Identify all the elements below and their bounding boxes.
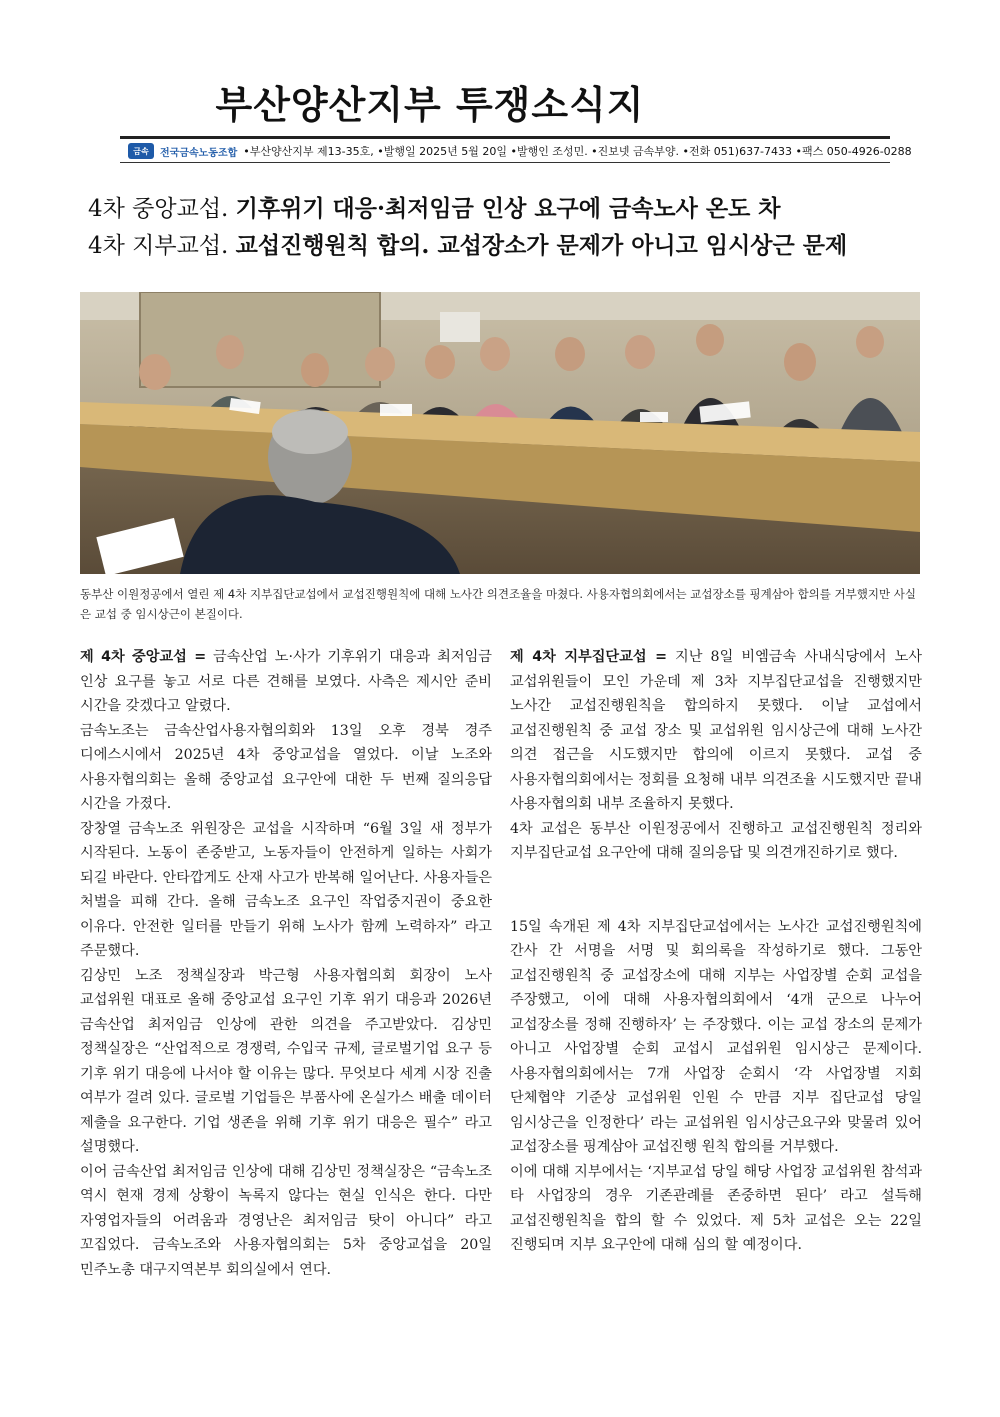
headline-branch-bargaining — [88, 227, 847, 260]
headline-prefix: 4차 중앙교섭. — [88, 196, 236, 222]
article-paragraph: 4차 교섭은 동부산 이원정공에서 진행하고 교섭진행원칙 정리와 지부집단교섭 요구안에 대해 질의응답 및 의견개진하기로 했다. — [510, 820, 922, 861]
paragraph-gap — [510, 866, 922, 915]
masthead-rule-top — [120, 136, 890, 139]
article-central-bargaining — [80, 645, 492, 1282]
org-name: 전국금속노동조합 — [160, 147, 238, 159]
headline-text: 교섭진행원칙 합의. 교섭장소가 문제가 아니고 임시상근 문제 — [235, 232, 848, 259]
photo-caption: 동부산 이원정공에서 열린 제 4차 지부집단교섭에서 교섭진행원칙에 대해 노사간 의견조율을 마쳤다. 사용자협의회에서는 교섭장소를 핑계삼아 합의를 거부했지만 사실은 교섭 중 임시상근이 본질이다. — [80, 587, 916, 621]
publication-info: •부산양산지부 제13-35호, •발행일 2025년 5월 20일 •발행인 조성민. •진보넷 금속부양. •전화 051)637-7433 •팩스 050-4926-0288 — [243, 145, 912, 158]
article-text: 지난 8일 비엠금속 사내식당에서 노사 교섭위원들이 모인 가운데 제 3차 지부집단교섭을 진행했지만 노사간 교섭진행원칙을 합의하지 못했다. 이날 교섭에서 교섭진행원칙 중 교섭 장소 및 교섭위원 임시상근에 대해 노사간 의견 접근을 시도했지만 합의에 이르지 못했다. 교섭 중 사용자협의회에서는 정회를 요청해 내부 의견조율 시도했지만 끝내 사용자협의회 내부 조율하지 못했다. — [510, 649, 922, 812]
masthead — [128, 141, 912, 161]
article-paragraph: 김상민 노조 정책실장과 박근형 사용자협의회 회장이 노사 교섭위원 대표로 올해 중앙교섭 요구인 기후 위기 대응과 2026년 금속산업 최저임금 인상에 관한 의견을 주고받았다. 김상민 정책실장은 “산업적으로 경쟁력, 수입국 규제, 글로벌기업 요구 등 기후 위기 대응에 나서야 할 이유는 많다. 무엇보다 세계 시장 진출 여부가 걸려 있다. 글로벌 기업들은 부품사에 온실가스 배출 데이터 제출을 요구한다. 기업 생존을 위해 기후 위기 대응은 필수” 라고 설명했다. — [80, 967, 492, 1155]
meeting-photo — [80, 292, 920, 574]
article-lead: 제 4차 중앙교섭 = — [80, 649, 207, 665]
article-paragraph: 이에 대해 지부에서는 ‘지부교섭 당일 해당 사업장 교섭위원 참석과 타 사업장의 경우 기존관례를 존중하면 된다’ 라고 설득해 교섭진행원칙을 합의 할 수 있었다. 제 5차 교섭은 오는 22일 진행되며 지부 요구안에 대해 심의 할 예정이다. — [510, 1163, 922, 1253]
masthead-rule-bottom — [120, 162, 890, 163]
headline-central-bargaining — [88, 190, 781, 223]
article-paragraph: 금속노조는 금속산업사용자협의회와 13일 오후 경북 경주 디에스시에서 2025년 4차 중앙교섭을 열었다. 이날 노조와 사용자협의회는 올해 중앙교섭 요구안에 대한 두 번째 질의응답 시간을 가졌다. — [80, 722, 492, 812]
union-logo-icon: 금속 — [128, 143, 154, 159]
article-paragraph: 이어 금속산업 최저임금 인상에 대해 김상민 정책실장은 “금속노조 역시 현재 경제 상황이 녹록지 않다는 현실 인식은 한다. 다만 자영업자들의 어려움과 경영난은 최저임금 탓이 아니다” 라고 꼬집었다. 금속노조와 사용자협의회는 5차 중앙교섭을 20일 민주노총 대구지역본부 회의실에서 연다. — [80, 1163, 492, 1278]
article-paragraph: 장창열 금속노조 위원장은 교섭을 시작하며 “6월 3일 새 정부가 시작된다. 노동이 존중받고, 노동자들이 안전하게 일하는 사회가 되길 바란다. 안타깝게도 산재 사고가 반복해 일어난다. 사용자들은 처벌을 피해 간다. 올해 금속노조 요구인 작업중지권이 중요한 이유다. 안전한 일터를 만들기 위해 노사가 함께 노력하자” 라고 주문했다. — [80, 820, 492, 959]
article-branch-bargaining — [510, 645, 922, 1258]
article-lead: 제 4차 지부집단교섭 = — [510, 649, 667, 665]
meeting-photo-illustration — [80, 292, 920, 574]
headline-text: 기후위기 대응·최저임금 인상 요구에 금속노사 온도 차 — [235, 195, 781, 222]
article-paragraph — [510, 645, 922, 817]
newsletter-title: 부산양산지부 투쟁소식지 — [215, 83, 645, 127]
article-paragraph: 15일 속개된 제 4차 지부집단교섭에서는 노사간 교섭진행원칙에 간사 간 서명을 서명 및 회의록을 작성하기로 했다. 그동안 교섭진행원칙 중 교섭장소에 대해 지부는 사업장별 순회 교섭을 주장했고, 이에 대해 사용자협의회에서 ‘4개 군으로 나누어 교섭장소를 정해 진행하자’ 는 주장했다. 이는 교섭 장소의 문제가 아니고 사업장별 순회 교섭시 교섭위원 임시상근 문제이다. 사용자협의회에서는 7개 사업장 순회시 ‘각 사업장별 지회 단체협약 기준상 교섭위원 인원 수 만큼 지부 집단교섭 당일 임시상근을 인정한다’ 라는 교섭위원 임시상근요구와 맞물려 있어 교섭장소를 핑계삼아 교섭진행 원칙 합의를 거부했다. — [510, 918, 922, 1155]
article-text: 금속산업 노·사가 기후위기 대응과 최저임금 인상 요구를 놓고 서로 다른 견해를 보였다. 사측은 제시안 준비 시간을 갖겠다고 알렸다. — [80, 649, 492, 714]
article-paragraph — [80, 645, 492, 719]
headline-prefix: 4차 지부교섭. — [88, 233, 236, 259]
